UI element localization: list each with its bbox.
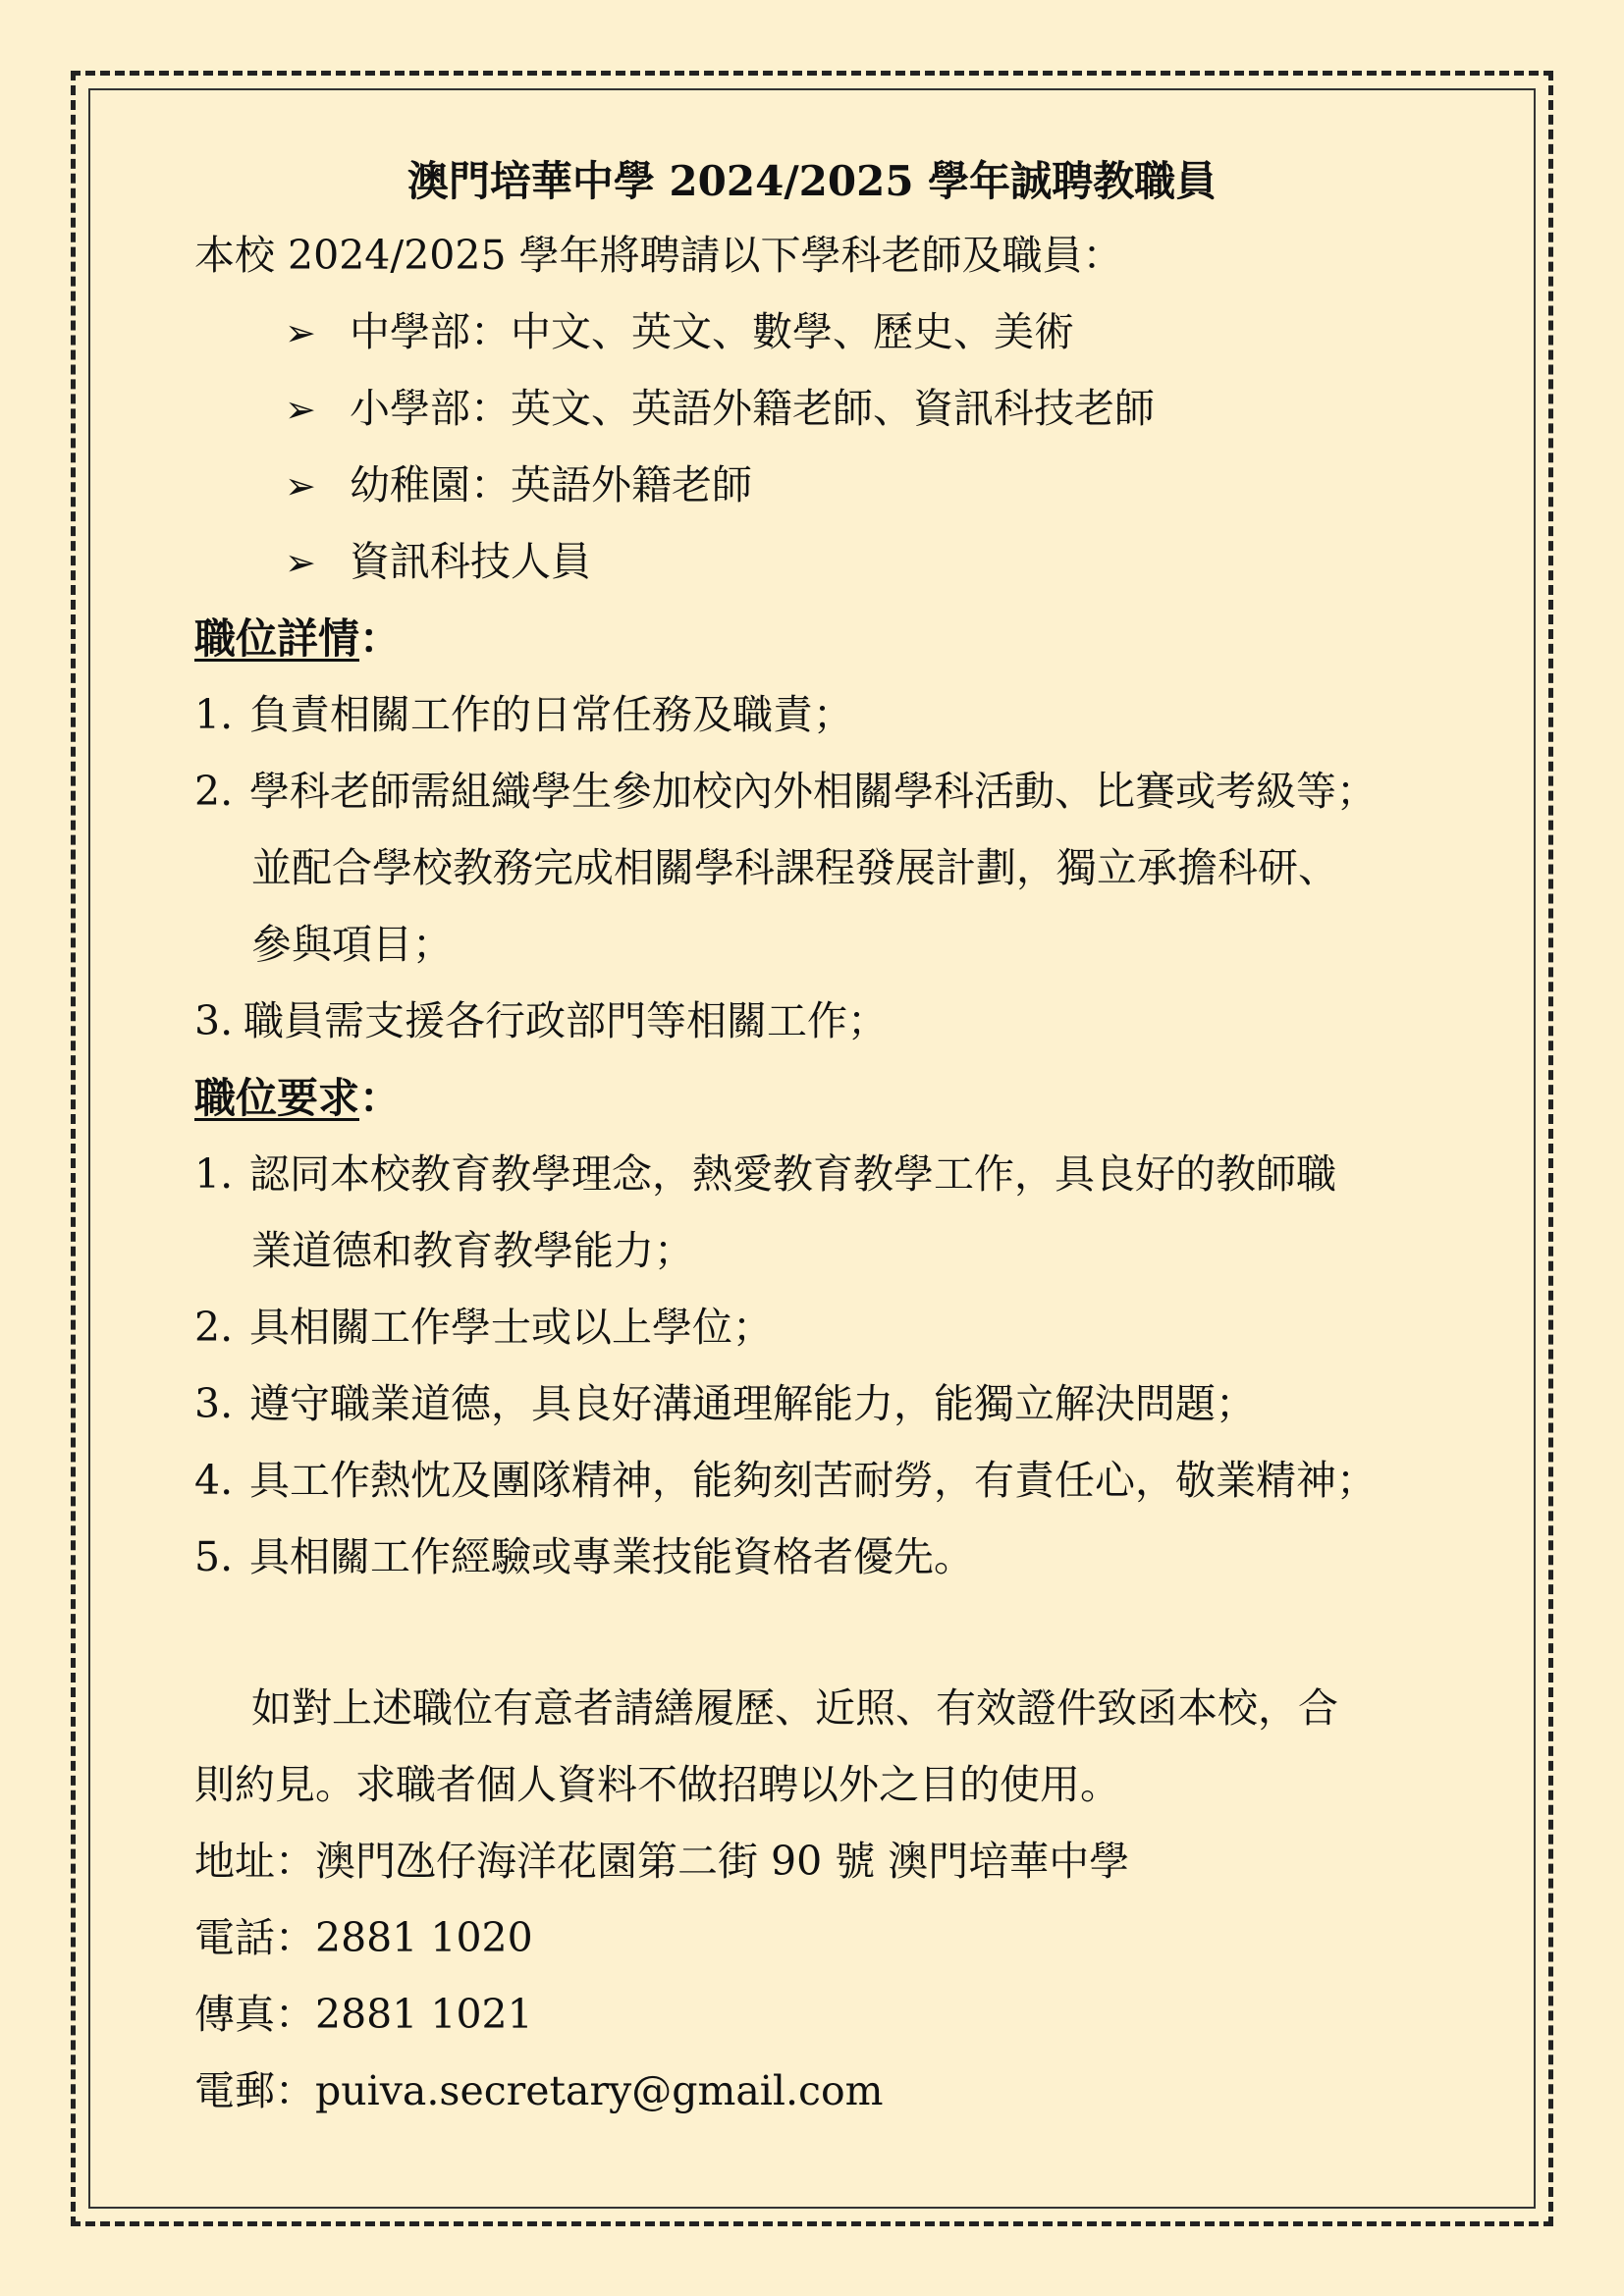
requirements-item-number: 3. [194,1380,234,1427]
contact-address: 地址：澳門氹仔海洋花園第二街 90 號 澳門培華中學 [194,1838,1130,1885]
application-text: 如對上述職位有意者請繕履歷、近照、有效證件致函本校，合 [251,1684,1338,1732]
position-item: 資訊科技人員 [350,538,591,585]
page-title: 澳門培華中學 2024/2025 學年誠聘教職員 [406,157,1218,205]
contact-fax: 傳真：2881 1021 [194,1991,533,2038]
requirements-heading-label: 職位要求 [194,1074,360,1122]
details-item-text-continued: 參與項目； [251,921,453,968]
application-text-continued: 則約見。求職者個人資料不做招聘以外之目的使用。 [194,1761,1120,1808]
requirements-item-text: 遵守職業道德，具良好溝通理解能力，能獨立解決問題； [249,1380,1256,1427]
requirements-heading [194,1074,402,1122]
details-item-number: 2. [194,768,234,815]
position-item: 小學部：英文、英語外籍老師、資訊科技老師 [350,385,1155,432]
requirements-item-text-continued: 業道德和教育教學能力； [251,1227,694,1274]
details-item-number: 1. [194,691,234,738]
position-item: 中學部：中文、英文、數學、歷史、美術 [350,308,1074,355]
contact-phone: 電話：2881 1020 [194,1914,533,1961]
requirements-item-number: 1. [194,1150,234,1198]
requirements-item-number: 4. [194,1457,234,1504]
requirements-heading-colon: ： [359,1074,402,1122]
details-item-text-continued: 並配合學校教務完成相關學科課程發展計劃，獨立承擔科研、 [251,844,1338,891]
requirements-item-text: 具相關工作經驗或專業技能資格者優先。 [249,1533,974,1580]
requirements-item-text: 具相關工作學士或以上學位； [249,1304,773,1351]
arrowhead-bullet-icon: ➢ [285,541,316,584]
position-item: 幼稚園：英語外籍老師 [350,461,752,508]
intro-text: 本校 2024/2025 學年將聘請以下學科老師及職員： [194,232,1123,279]
details-item-number: 3. [194,997,234,1044]
requirements-item-number: 5. [194,1533,234,1580]
arrowhead-bullet-icon: ➢ [285,388,316,431]
details-heading-colon: ： [359,614,402,663]
requirements-item-text: 具工作熱忱及團隊精神，能夠刻苦耐勞，有責任心，敬業精神； [249,1457,1377,1504]
contact-email: 電郵：puiva.secretary@gmail.com [194,2067,884,2114]
arrowhead-bullet-icon: ➢ [285,464,316,507]
details-heading-label: 職位詳情 [194,614,360,663]
details-item-text: 學科老師需組織學生參加校內外相關學科活動、比賽或考級等； [249,768,1377,815]
requirements-item-number: 2. [194,1304,234,1351]
details-heading [194,614,402,663]
details-item-text: 負責相關工作的日常任務及職責； [249,691,853,738]
details-item-text: 職員需支援各行政部門等相關工作； [244,997,888,1044]
requirements-item-text: 認同本校教育教學理念，熱愛教育教學工作，具良好的教師職 [249,1150,1336,1198]
arrowhead-bullet-icon: ➢ [285,311,316,354]
